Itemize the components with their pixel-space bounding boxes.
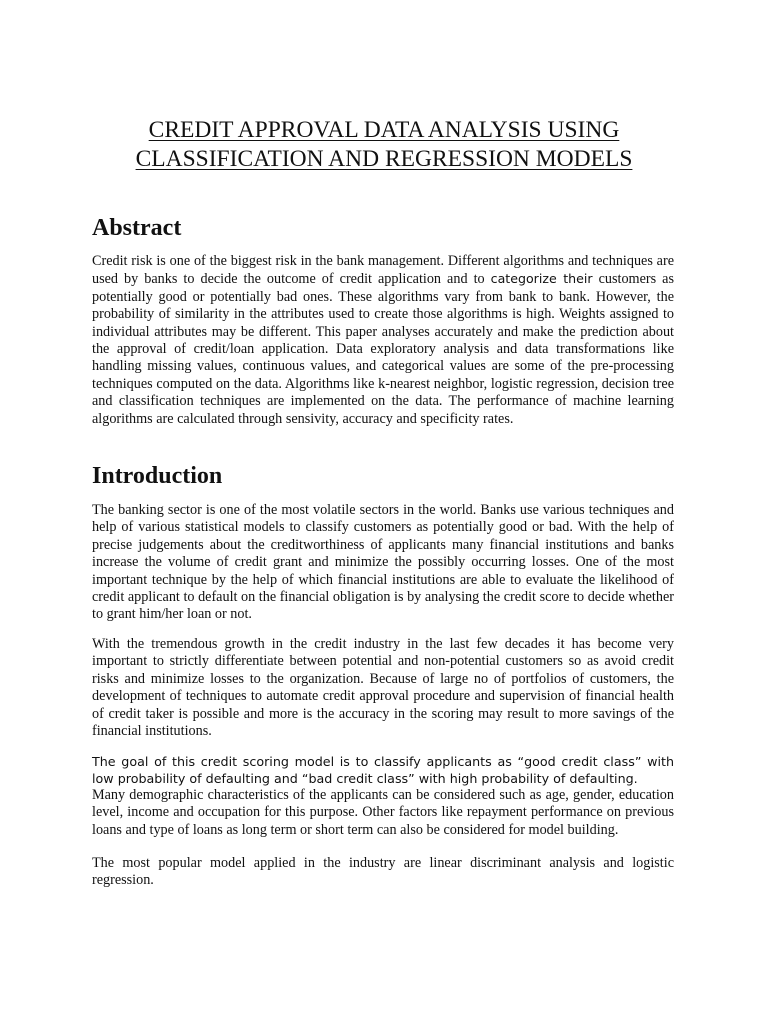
intro-paragraph-3: The goal of this credit scoring model is to classify applicants as “good credit class” with low probability of defaulting and “bad credit class” with high probability of defaulting. [92, 754, 674, 787]
introduction-heading: Introduction [92, 463, 223, 489]
paper-title [92, 116, 676, 174]
title-line-1: CREDIT APPROVAL DATA ANALYSIS USING [148, 117, 620, 143]
intro-paragraph-2: With the tremendous growth in the credit industry in the last few decades it has become very important to strictly differentiate between potential and non-potential customers so as avoid credit risks and minimize losses to the organization. Because of large no of portfolios of customers, the development of techniques to automate credit approval procedure and supervision of financial health of credit taker is possible and more is the accuracy in the scoring may result to more savings of the financial institutions. [92, 636, 674, 740]
intro-paragraph-4: Many demographic characteristics of the applicants can be considered such as age, gender, education level, income and occupation for this purpose. Other factors like repayment performance on previous loans and type of loans as long term or short term can also be considered for model building. [92, 787, 674, 838]
abstract-text-alt: categorize their [490, 271, 593, 287]
abstract-heading: Abstract [92, 215, 182, 241]
intro-paragraph-1: The banking sector is one of the most volatile sectors in the world. Banks use various techniques and help of various statistical models to classify customers as potentially good or bad. With the help of precise judgements about the creditworthiness of applicants many financial institutions and banks increase the volume of credit grant and minimize the possibly occurring losses. One of the most important technique by the help of which financial institutions are able to evaluate the likelihood of credit applicant to default on the financial obligation is by analysing the credit score to decide whether to grant him/her loan or not. [92, 502, 674, 623]
intro-paragraph-5: The most popular model applied in the industry are linear discriminant analysis and logistic regression. [92, 855, 674, 889]
abstract-paragraph [92, 253, 674, 428]
abstract-text-a: Credit risk is one of the biggest risk in the bank management. Different algorithms and techniques are used by banks to decide the outcome of credit application and to [92, 253, 674, 288]
abstract-text-b: customers as potentially good or potentially bad ones. These algorithms vary from bank to bank. However, the probability of similarity in the attributes used to create those algorithms is high. Weights assigned to individual attributes may be different. This paper analyses accurately and make the prediction about the approval of credit/loan application. Data exploratory analysis and data transformations like handling missing values, continuous values, and categorical values are some of the pre-processing techniques computed on the data. Algorithms like k-nearest neighbor, logistic regression, decision tree and classification techniques are implemented on the data. The performance of machine learning algorithms are calculated through sensivity, accuracy and specificity rates. [92, 271, 674, 427]
title-line-2: CLASSIFICATION AND REGRESSION MODELS [135, 146, 633, 172]
